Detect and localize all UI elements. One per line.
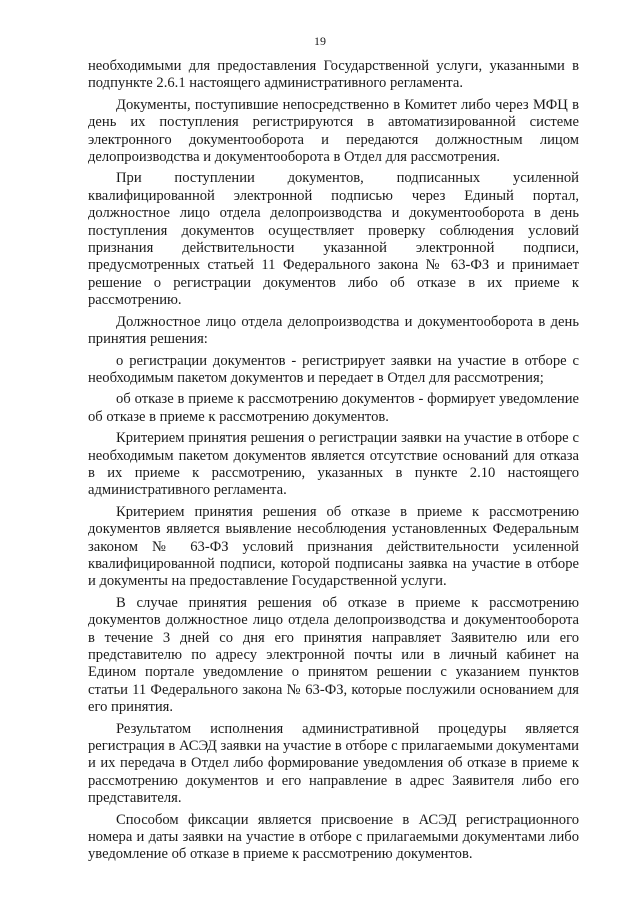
paragraph-documents-registration: Документы, поступившие непосредственно в Комитет либо через МФЦ в день их поступления регистрируются в автоматизированной системе электронного документооборота и передаются должностным лицом делопроизводства и документооборота в Отдел для рассмотрения. <box>88 96 579 166</box>
paragraph-procedure-result: Результатом исполнения административной процедуры является регистрация в АСЭД заявки на участие в отборе с прилагаемыми документами и их передача в Отдел либо формирование уведомления об отказе в приеме к рассмотрению документов и его направление в адрес Заявителя либо его представителя. <box>88 720 579 807</box>
paragraph-continuation: необходимыми для предоставления Государственной услуги, указанными в подпункте 2.6.1 настоящего административного регламента. <box>88 58 579 92</box>
paragraph-registration-option: о регистрации документов - регистрирует заявки на участие в отборе с необходимым пакетом документов и передает в Отдел для рассмотрения; <box>88 352 579 386</box>
paragraph-fixation-method: Способом фиксации является присвоение в АСЭД регистрационного номера и даты заявки на участие в отборе с прилагаемыми документами либо уведомление об отказе в приеме к рассмотрению документов. <box>88 811 579 863</box>
paragraph-electronic-signature-check: При поступлении документов, подписанных усиленной квалифицированной электронной подписью через Единый портал, должностное лицо отдела делопроизводства и документооборота в день поступления документов осуществляет проверку соблюдения условий признания действительности указанной электронной подписи, предусмотренных статьей 11 Федерального закона № 63-ФЗ и принимает решение о регистрации документов либо об отказе в их приеме к рассмотрению. <box>88 170 579 309</box>
paragraph-registration-criterion: Критерием принятия решения о регистрации заявки на участие в отборе с необходимым пакетом документов является отсутствие оснований для отказа в их приеме к рассмотрению, указанных в пункте 2.10 настоящего административного регламента. <box>88 430 579 499</box>
paragraph-refusal-notification: В случае принятия решения об отказе в приеме к рассмотрению документов должностное лицо отдела делопроизводства и документооборота в течение 3 дней со дня его принятия направляет Заявителю или его представителю по адресу электронной почты или в личный кабинет на Едином портале уведомление о принятом решении с указанием пунктов статьи 11 Федерального закона № 63-ФЗ, которые послужили основанием для его принятия. <box>88 594 579 716</box>
page-number: 19 <box>314 34 326 48</box>
paragraph-refusal-option: об отказе в приеме к рассмотрению документов - формирует уведомление об отказе в приеме к рассмотрению документов. <box>88 391 579 425</box>
document-body <box>88 58 579 864</box>
paragraph-refusal-criterion: Критерием принятия решения об отказе в приеме к рассмотрению документов является выявление несоблюдения установленных Федеральным законом № 63-ФЗ условий признания действительности усиленной квалифицированной подписи, которой подписаны заявка на участие в отборе и документы на предоставление Государственной услуги. <box>88 503 579 590</box>
paragraph-official-decision-day: Должностное лицо отдела делопроизводства и документооборота в день принятия решения: <box>88 313 579 348</box>
